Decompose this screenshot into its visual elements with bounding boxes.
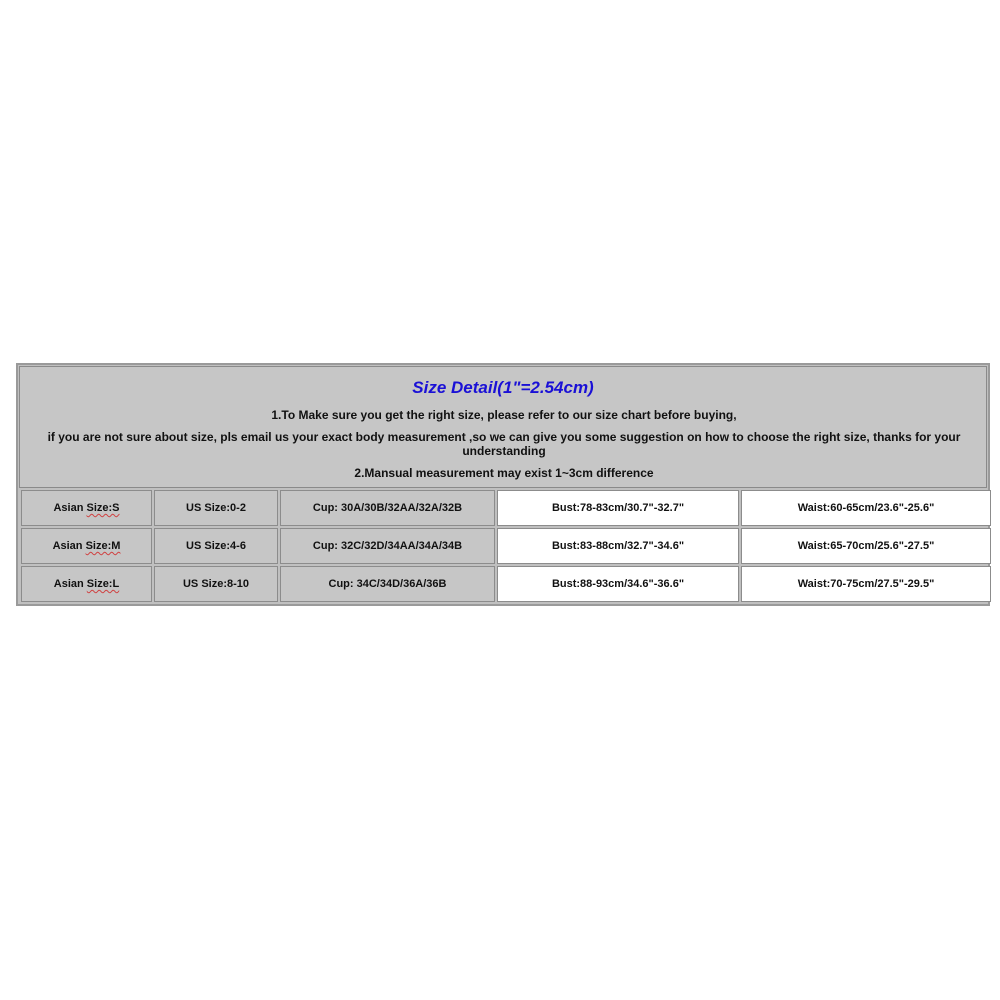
asian-size-cell xyxy=(21,528,152,564)
asian-size-cell xyxy=(21,490,152,526)
us-size-cell: US Size:0-2 xyxy=(154,490,278,526)
size-table xyxy=(19,488,993,604)
size-note-1: 1.To Make sure you get the right size, please refer to our size chart before buying, xyxy=(271,408,737,422)
table-row xyxy=(21,566,991,602)
cup-cell: Cup: 32C/32D/34AA/34A/34B xyxy=(280,528,495,564)
asian-label: Asian xyxy=(52,540,86,552)
size-note-2: if you are not sure about size, pls email us your exact body measurement ,so we can give you some suggestion on how to choose the right size, thanks for your understanding xyxy=(47,430,961,458)
asian-size-value: Size:L xyxy=(86,578,120,590)
asian-size-cell xyxy=(21,566,152,602)
us-size-cell: US Size:8-10 xyxy=(154,566,278,602)
waist-cell: Waist:70-75cm/27.5"-29.5" xyxy=(741,566,991,602)
size-detail-header xyxy=(19,366,987,488)
asian-label: Asian xyxy=(53,502,87,514)
asian-size-value: Size:S xyxy=(86,502,120,514)
size-chart xyxy=(16,363,990,606)
waist-cell: Waist:60-65cm/23.6"-25.6" xyxy=(741,490,991,526)
size-detail-title: Size Detail(1"=2.54cm) xyxy=(412,378,594,397)
cup-cell: Cup: 30A/30B/32AA/32A/32B xyxy=(280,490,495,526)
asian-label: Asian xyxy=(53,578,87,590)
size-note-3: 2.Mansual measurement may exist 1~3cm difference xyxy=(354,466,654,480)
asian-size-value: Size:M xyxy=(85,540,121,552)
table-row xyxy=(21,528,991,564)
us-size-cell: US Size:4-6 xyxy=(154,528,278,564)
waist-cell: Waist:65-70cm/25.6"-27.5" xyxy=(741,528,991,564)
bust-cell: Bust:83-88cm/32.7"-34.6" xyxy=(497,528,739,564)
bust-cell: Bust:78-83cm/30.7"-32.7" xyxy=(497,490,739,526)
cup-cell: Cup: 34C/34D/36A/36B xyxy=(280,566,495,602)
table-row xyxy=(21,490,991,526)
bust-cell: Bust:88-93cm/34.6"-36.6" xyxy=(497,566,739,602)
